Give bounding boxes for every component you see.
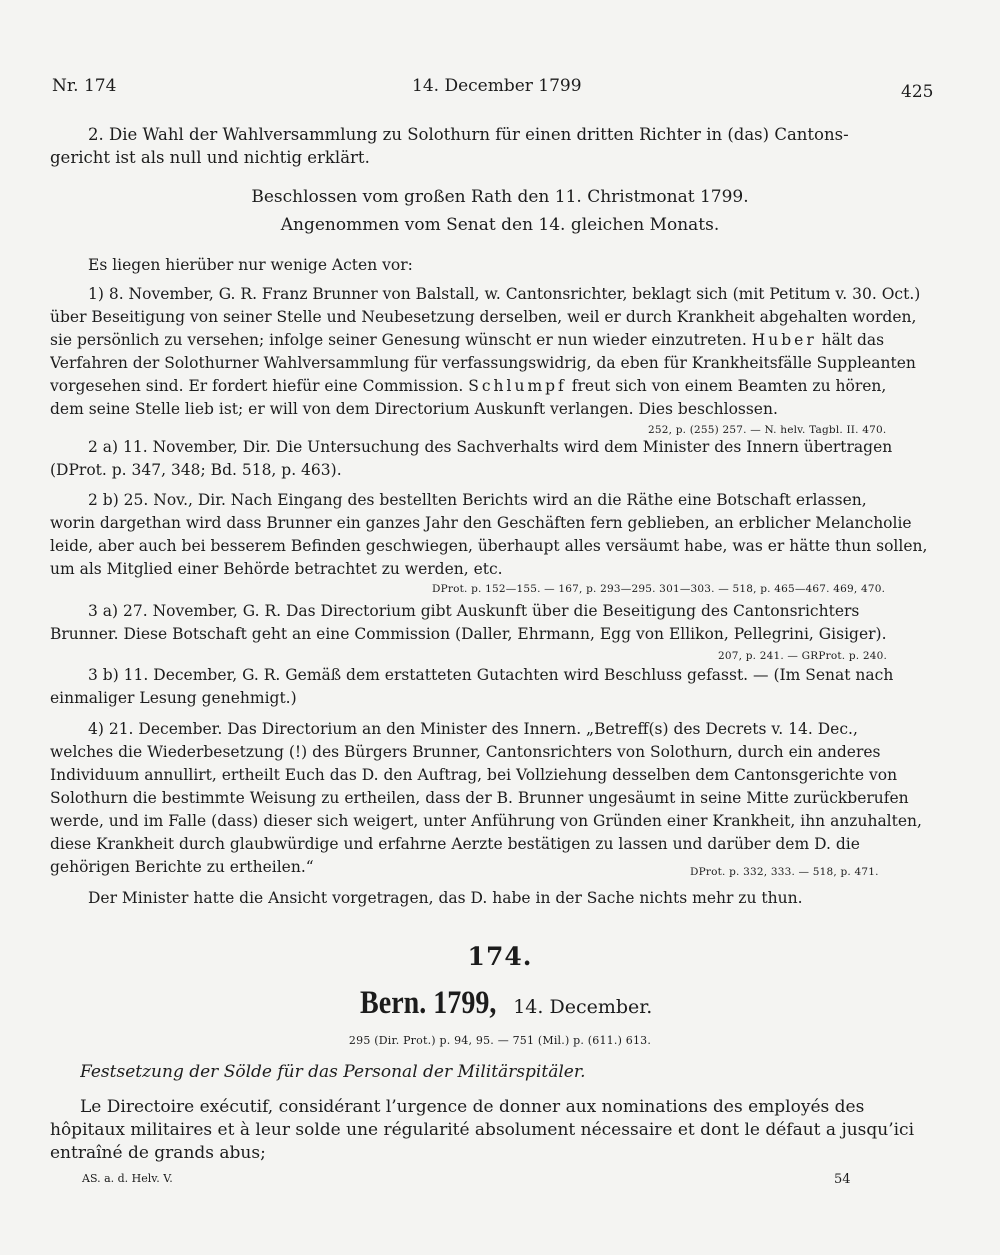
speaker-name: Schlumpf — [468, 377, 567, 395]
act-line: 3 a) 27. November, G. R. Das Directorium gibt Auskunft über die Beseitigung des Cantonsrichters — [88, 602, 860, 620]
speaker-name: Huber — [751, 331, 817, 349]
act-line: sie persönlich zu versehen; infolge seiner Genesung wünscht er nun wieder einzutreten. Huber hält das — [50, 331, 885, 349]
act-line: 4) 21. December. Das Directorium an den Minister des Innern. „Betreff(s) des Decrets v. 14. Dec., — [88, 720, 858, 738]
act-line: worin dargethan wird dass Brunner ein ganzes Jahr den Geschäften fern geblieben, an erblicher Melancholie — [50, 514, 912, 532]
body-line: entraîné de grands abus; — [50, 1143, 266, 1163]
act-line: (DProt. p. 347, 348; Bd. 518, p. 463). — [50, 461, 342, 479]
act-line: leide, aber auch bei besserem Befinden geschwiegen, überhaupt alles versäumt habe, was er hätte thun sollen, — [50, 537, 928, 555]
page-number: 425 — [901, 82, 934, 102]
source-reference: 207, p. 241. — GRProt. p. 240. — [718, 650, 888, 662]
act-line: Verfahren der Solothurner Wahlversammlung für verfassungswidrig, da eben für Krankheitsfälle Suppleanten — [50, 354, 916, 372]
decree-acceptance: Angenommen vom Senat den 14. gleichen Monats. — [280, 215, 720, 235]
act-line: welches die Wiederbesetzung (!) des Bürgers Brunner, Cantonsrichters von Solothurn, durch ein anderes — [50, 743, 881, 761]
header-record-number: Nr. 174 — [52, 76, 117, 96]
act-line: werde, und im Falle (dass) dieser sich weigert, unter Anführung von Gründen einer Krankheit, ihn anzuhalten, — [50, 812, 922, 830]
act-line: 3 b) 11. December, G. R. Gemäß dem erstatteten Gutachten wird Beschluss gefasst. — (Im Senat nach — [88, 666, 894, 684]
section-sources: 295 (Dir. Prot.) p. 94, 95. — 751 (Mil.) p. (611.) 613. — [348, 1034, 652, 1047]
act-line: dem seine Stelle lieb ist; er will von dem Directorium Auskunft verlangen. Dies beschlossen. — [50, 400, 778, 418]
act-line: gehörigen Berichte zu ertheilen.“ — [50, 858, 314, 876]
section-number: 174. — [467, 942, 533, 971]
acts-intro: Es liegen hierüber nur wenige Acten vor: — [88, 256, 413, 274]
act-line: diese Krankheit durch glaubwürdige und erfahrne Aerzte bestätigen zu lassen und darüber dem D. die — [50, 835, 860, 853]
section-place-year: Bern. 1799, — [359, 985, 497, 1021]
act-line: 2 a) 11. November, Dir. Die Untersuchung des Sachverhalts wird dem Minister des Innern übertragen — [88, 438, 893, 456]
section-date: 14. December. — [513, 996, 653, 1018]
act-line: Individuum annullirt, ertheilt Euch das D. den Auftrag, bei Vollziehung desselben dem Cantonsgerichte von — [50, 766, 898, 784]
footer-signature: AS. a. d. Helv. V. — [82, 1172, 173, 1185]
body-line: hôpitaux militaires et à leur solde une régularité absolument nécessaire et dont le défaut a jusqu’ici — [50, 1120, 915, 1140]
act-line: Der Minister hatte die Ansicht vorgetragen, das D. habe in der Sache nichts mehr zu thun. — [88, 889, 803, 907]
footer-sheet-number: 54 — [834, 1172, 851, 1187]
decree-line: 2. Die Wahl der Wahlversammlung zu Solothurn für einen dritten Richter in (das) Cantons- — [88, 125, 849, 144]
act-line: 1) 8. November, G. R. Franz Brunner von Balstall, w. Cantonsrichter, beklagt sich (mit Petitum v. 30. Oct.) — [88, 285, 921, 303]
source-reference: DProt. p. 152—155. — 167, p. 293—295. 301—303. — 518, p. 465—467. 469, 470. — [432, 583, 886, 595]
act-line: Solothurn die bestimmte Weisung zu ertheilen, dass der B. Brunner ungesäumt in seine Mitte zurückberufen — [50, 789, 909, 807]
act-line: 2 b) 25. Nov., Dir. Nach Eingang des bestellten Berichts wird an die Räthe eine Botschaft erlassen, — [88, 491, 867, 509]
source-reference: DProt. p. 332, 333. — 518, p. 471. — [690, 866, 879, 878]
act-line: Brunner. Diese Botschaft geht an eine Commission (Daller, Ehrmann, Egg von Ellikon, Pellegrini, Gisiger). — [50, 625, 887, 643]
act-line: einmaliger Lesung genehmigt.) — [50, 689, 297, 707]
act-line: vorgesehen sind. Er fordert hiefür eine Commission. Schlumpf freut sich von einem Beamten zu hören, — [50, 377, 887, 395]
act-line: über Beseitigung von seiner Stelle und Neubesetzung derselben, weil er durch Krankheit abgehalten worden, — [50, 308, 917, 326]
body-line: Le Directoire exécutif, considérant l’urgence de donner aux nominations des employés des — [80, 1097, 865, 1117]
section-heading: Festsetzung der Sölde für das Personal der Militärspitäler. — [80, 1062, 586, 1082]
act-line: um als Mitglied einer Behörde betrachtet zu werden, etc. — [50, 560, 503, 578]
decree-resolution: Beschlossen vom großen Rath den 11. Christmonat 1799. — [251, 187, 749, 207]
section-title — [0, 985, 1000, 1022]
source-reference: 252, p. (255) 257. — N. helv. Tagbl. II. 470. — [648, 424, 887, 436]
header-date: 14. December 1799 — [412, 76, 582, 96]
decree-line: gericht ist als null und nichtig erklärt. — [50, 148, 370, 167]
